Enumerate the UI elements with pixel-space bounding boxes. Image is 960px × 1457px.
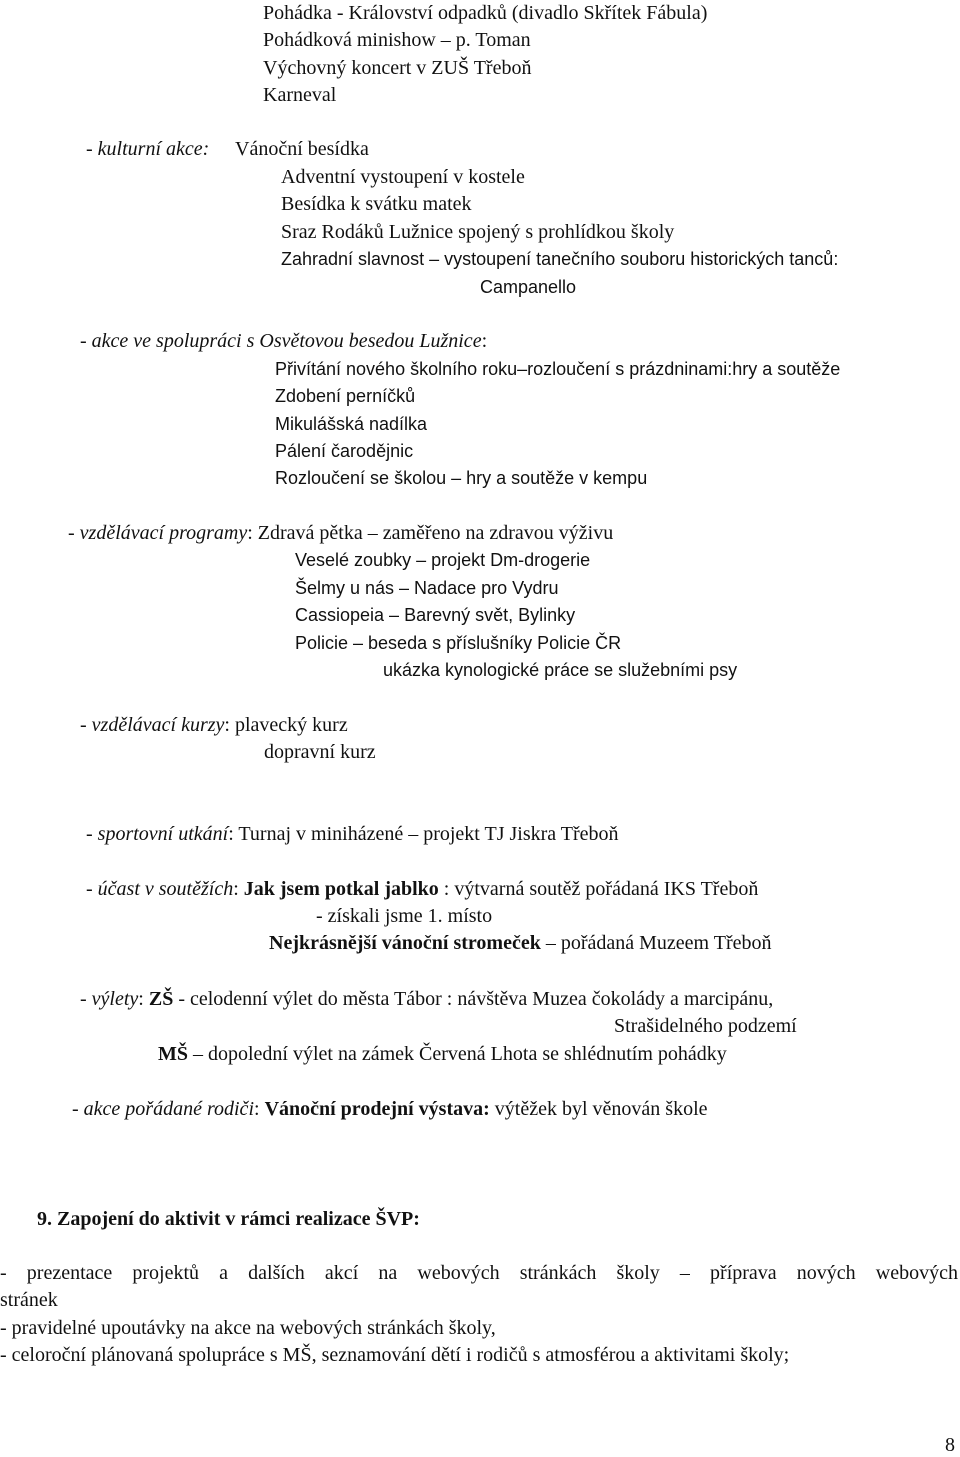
- sportovni-text: Turnaj v miniházené – projekt TJ Jiskra Třeboň: [238, 823, 619, 845]
- souteze-row: [86, 877, 758, 901]
- dash-prefix: -: [86, 138, 98, 160]
- program-item-3: Šelmy u nás – Nadace pro Vydru: [295, 578, 559, 598]
- colon: :: [233, 878, 244, 900]
- osvetova-label: akce ve spolupráci s Osvětovou besedou Lužnice: [91, 330, 482, 352]
- dash-prefix: -: [80, 330, 92, 352]
- colon: :: [138, 988, 149, 1010]
- kulturni-item-6: Campanello: [480, 277, 577, 297]
- colon: :: [254, 1098, 265, 1120]
- osvetova-item-2: Zdobení perníčků: [275, 386, 416, 406]
- ms-text: – dopolední výlet na zámek Červená Lhota se shlédnutím pohádky: [188, 1043, 727, 1065]
- soutez-2-row: [269, 931, 771, 955]
- zs-text: - celodenní výlet do města Tábor : návštěva Muzea čokolády a marcipánu,: [173, 988, 774, 1010]
- top-list-item-4: Karneval: [263, 84, 337, 106]
- osvetova-item-3: Mikulášská nadílka: [275, 414, 428, 434]
- vylety-row: [80, 987, 773, 1011]
- section-9-line-1: - prezentace projektů a dalších akcí na webových stránkách školy – příprava nových webových: [0, 1262, 958, 1284]
- kurz-item-1: plavecký kurz: [234, 714, 348, 736]
- vzdelavaci-kurzy-row: [80, 713, 348, 737]
- dash-prefix: -: [68, 522, 80, 544]
- vzdelavaci-programy-label: vzdělávací programy: [79, 522, 248, 544]
- section-9-line-3: - celoroční plánovaná spolupráce s MŠ, seznamování dětí i rodičů s atmosférou a aktivitami školy;: [0, 1344, 790, 1366]
- program-item-1: Zdravá pětka – zaměřeno na zdravou výživu: [257, 522, 614, 544]
- kurz-item-2: dopravní kurz: [264, 741, 376, 763]
- kulturni-item-1: Vánoční besídka: [235, 138, 369, 160]
- colon: :: [224, 714, 235, 736]
- dash-prefix: -: [80, 988, 92, 1010]
- soutez-1-title: Jak jsem potkal jablko: [243, 878, 439, 900]
- top-list-item-1: Pohádka - Království odpadků (divadlo Skřítek Fábula): [263, 2, 708, 24]
- soutez-2-title: Nejkrásnější vánoční stromeček: [269, 932, 541, 954]
- section-9-heading: 9. Zapojení do aktivit v rámci realizace ŠVP:: [37, 1208, 420, 1230]
- kulturni-akce-label: kulturní akce:: [97, 138, 210, 160]
- kulturni-akce-row: [86, 137, 209, 161]
- rodice-event: Vánoční prodejní výstava:: [264, 1098, 490, 1120]
- dash-prefix: -: [86, 823, 98, 845]
- sportovni-row: [86, 822, 619, 846]
- top-list-item-2: Pohádková minishow – p. Toman: [263, 29, 531, 51]
- colon: :: [481, 330, 488, 352]
- zs-text-continued: Strašidelného podzemí: [614, 1015, 797, 1037]
- osvetova-row: [80, 329, 487, 353]
- section-9-line-1-cont: stránek: [0, 1289, 58, 1311]
- kulturni-item-3: Besídka k svátku matek: [281, 193, 472, 215]
- kulturni-item-4: Sraz Rodáků Lužnice spojený s prohlídkou školy: [281, 221, 675, 243]
- dash-prefix: -: [86, 878, 98, 900]
- colon: :: [228, 823, 239, 845]
- souteze-label: účast v soutěžích: [97, 878, 234, 900]
- vylety-label: výlety: [91, 988, 139, 1010]
- osvetova-item-4: Pálení čarodějnic: [275, 441, 414, 461]
- vzdelavaci-kurzy-label: vzdělávací kurzy: [91, 714, 225, 736]
- dash-prefix: -: [80, 714, 92, 736]
- kulturni-item-5: Zahradní slavnost – vystoupení tanečního souboru historických tanců:: [281, 249, 839, 269]
- vzdelavaci-programy-row: [68, 521, 613, 545]
- program-item-4: Cassiopeia – Barevný svět, Bylinky: [295, 605, 576, 625]
- section-9-line-2: - pravidelné upoutávky na akce na webových stránkách školy,: [0, 1317, 496, 1339]
- program-item-6: ukázka kynologické práce se služebními psy: [383, 660, 738, 680]
- zs-label: ZŠ: [148, 988, 174, 1010]
- rodice-row: [72, 1097, 708, 1121]
- rodice-text: výtěžek byl věnován škole: [489, 1098, 708, 1120]
- dash-prefix: -: [72, 1098, 84, 1120]
- osvetova-item-5: Rozloučení se školou – hry a soutěže v kempu: [275, 468, 648, 488]
- sportovni-label: sportovní utkání: [97, 823, 229, 845]
- program-item-2: Veselé zoubky – projekt Dm-drogerie: [295, 550, 591, 570]
- rodice-label: akce pořádané rodiči: [83, 1098, 254, 1120]
- soutez-1-result: - získali jsme 1. místo: [316, 905, 493, 927]
- program-item-5: Policie – beseda s příslušníky Policie ČR: [295, 633, 622, 653]
- colon: :: [247, 522, 258, 544]
- page-number: 8: [945, 1434, 955, 1456]
- soutez-1-text: : výtvarná soutěž pořádaná IKS Třeboň: [438, 878, 759, 900]
- soutez-2-text: – pořádaná Muzeem Třeboň: [540, 932, 772, 954]
- kulturni-item-2: Adventní vystoupení v kostele: [281, 166, 525, 188]
- top-list-item-3: Výchovný koncert v ZUŠ Třeboň: [263, 57, 532, 79]
- ms-row: [158, 1042, 727, 1066]
- ms-label: MŠ: [158, 1043, 188, 1065]
- osvetova-item-1: Přivítání nového školního roku–rozloučení s prázdninami:hry a soutěže: [275, 359, 841, 379]
